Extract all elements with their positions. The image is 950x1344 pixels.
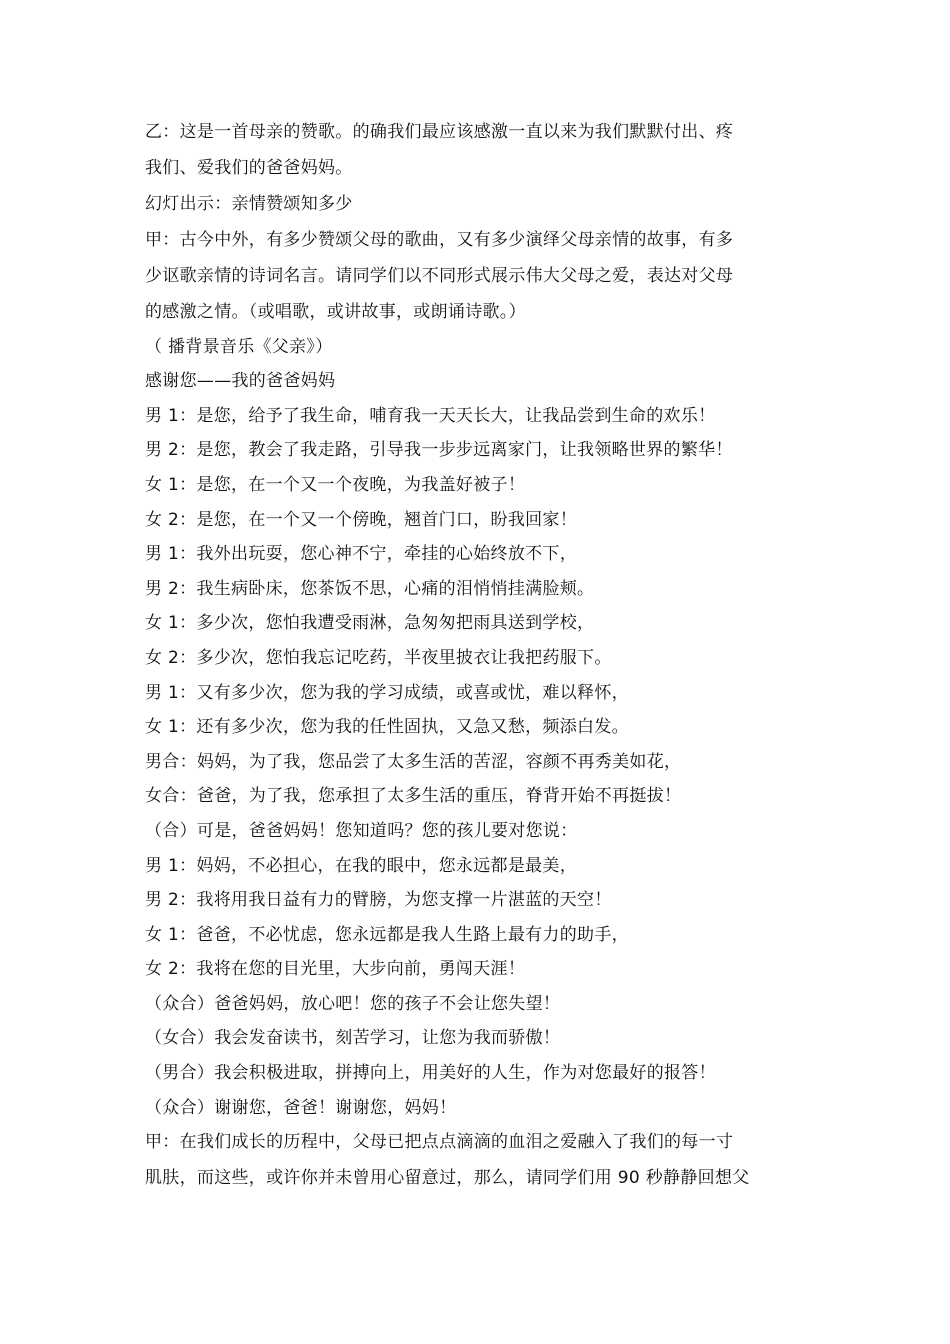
text-line: 甲：古今中外，有多少赞颂父母的歌曲，又有多少演绎父母亲情的故事，有多 [145, 230, 734, 250]
text-line: 的感激之情。（或唱歌，或讲故事，或朗诵诗歌。） [145, 302, 526, 322]
dialog-line: （合）可是，爸爸妈妈！您知道吗？您的孩儿要对您说： [145, 820, 578, 841]
text-line: 感谢您——我的爸爸妈妈 [145, 371, 336, 392]
text-line: （ 播背景音乐《父亲》） [145, 336, 333, 357]
dialog-line: 男 1：是您，给予了我生命，哺育我一天天长大，让我品尝到生命的欢乐！ [145, 405, 716, 426]
dialog-line: 女 1：爸爸，不必忧虑，您永远都是我人生路上最有力的助手， [145, 924, 629, 945]
dialog-line: 男 2：是您，教会了我走路，引导我一步步远离家门，让我领略世界的繁华！ [145, 440, 733, 461]
text-line: 乙：这是一首母亲的赞歌。的确我们最应该感激一直以来为我们默默付出、疼 [145, 122, 734, 142]
dialog-line: （众合）谢谢您，爸爸！谢谢您，妈妈！ [145, 1097, 457, 1118]
document-body [145, 120, 815, 1202]
dialog-line: 女 2：我将在您的目光里，大步向前，勇闯天涯！ [145, 959, 526, 980]
text-line: 甲：在我们成长的历程中，父母已把点点滴滴的血泪之爱融入了我们的每一寸 [145, 1132, 734, 1153]
dialog-line: 女 2：多少次，您怕我忘记吃药，半夜里披衣让我把药服下。 [145, 647, 612, 668]
dialog-line: 女合：爸爸，为了我，您承担了太多生活的重压，脊背开始不再挺拔！ [145, 786, 682, 807]
text-line: 幻灯出示：亲情赞颂知多少 [145, 194, 353, 214]
dialog-line: 女 2：是您，在一个又一个傍晚，翘首门口，盼我回家！ [145, 509, 578, 530]
dialog-line: 男 2：我生病卧床，您茶饭不思，心痛的泪悄悄挂满脸颊。 [145, 578, 595, 599]
dialog-line: 男 2：我将用我日益有力的臂膀，为您支撑一片湛蓝的天空！ [145, 890, 612, 911]
text-line: 肌肤，而这些，或许你并未曾用心留意过，那么，请同学们用 90 秒静静回想父 [145, 1168, 750, 1189]
dialog-line: 男 1：妈妈，不必担心，在我的眼中，您永远都是最美， [145, 855, 578, 876]
dialog-line: 女 1：多少次，您怕我遭受雨淋，急匆匆把雨具送到学校， [145, 613, 595, 634]
dialog-line: 男合：妈妈，为了我，您品尝了太多生活的苦涩，容颜不再秀美如花， [145, 751, 682, 772]
dialog-line: （男合）我会积极进取，拼搏向上，用美好的人生，作为对您最好的报答！ [145, 1063, 716, 1084]
dialog-line: 女 1：还有多少次，您为我的任性固执，又急又愁，频添白发。 [145, 717, 629, 738]
text-line: 少讴歌亲情的诗词名言。请同学们以不同形式展示伟大父母之爱，表达对父母 [145, 266, 734, 286]
text-line: 我们、爱我们的爸爸妈妈。 [145, 158, 353, 178]
dialog-line: 女 1：是您，在一个又一个夜晚，为我盖好被子！ [145, 474, 526, 495]
dialog-line: （众合）爸爸妈妈，放心吧！您的孩子不会让您失望！ [145, 993, 561, 1014]
dialog-line: （女合）我会发奋读书，刻苦学习，让您为我而骄傲！ [145, 1028, 561, 1049]
dialog-line: 男 1：我外出玩耍，您心神不宁，牵挂的心始终放不下， [145, 544, 578, 565]
dialog-line: 男 1：又有多少次，您为我的学习成绩，或喜或忧，难以释怀， [145, 682, 629, 703]
